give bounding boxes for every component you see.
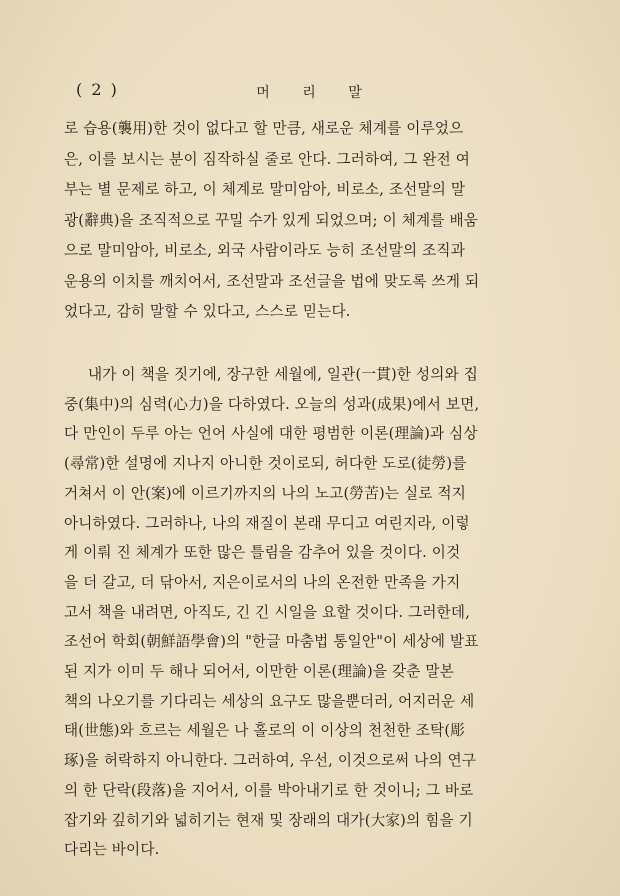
page-header [76,80,556,106]
paragraph-2 [64,360,564,865]
text-line: 부는 별 문제로 하고, 이 체계로 말미암아, 비로소, 조선말의 말 [64,181,466,198]
text-line: 아니하였다. 그러하나, 나의 재질이 본래 무디고 여린지라, 이렇 [64,514,470,532]
text-line: 을 더 갈고, 더 닦아서, 지은이로서의 나의 온전한 만족을 가지 [64,573,461,591]
text-line: 의 한 단락(段落)을 지어서, 이를 박아내기로 한 것이니; 그 바로 [64,781,474,799]
text-line: 게 이뤄 진 체계가 또한 많은 틀림을 감추어 있을 것이다. 이것 [64,544,461,562]
text-line: 으로 말미암아, 비로소, 외국 사람이라도 능히 조선말의 조직과 [64,242,465,259]
text-line: 조선어 학회(朝鮮語學會)의 "한글 마춤법 통일안"이 세상에 발표 [64,633,479,651]
text-line: 내가 이 책을 짓기에, 장구한 세월에, 일관(一貫)한 성의와 집 [88,366,479,383]
text-line: 은, 이를 보시는 분이 짐작하실 줄로 안다. 그러하여, 그 완전 여 [64,150,471,168]
text-line: 잡기와 깊히기와 넓히기는 현재 및 장래의 대가(大家)의 힘을 기 [64,811,473,829]
running-title: 머 리 말 [256,85,376,101]
text-line: 된 지가 이미 두 해나 되어서, 이만한 이론(理論)을 갖춘 말본 [64,663,455,681]
text-line: (尋常)한 설명에 지나지 아니한 것이로되, 허다한 도로(徒勞)를 [64,455,467,473]
text-line: 태(世態)와 흐르는 세월은 나 홀로의 이 이상의 천천한 조탁(彫 [64,722,466,740]
text-line: 다 만인이 두루 아는 언어 사실에 대한 평범한 이론(理論)과 심상 [64,425,478,443]
page-number: ( 2 ) [76,80,119,99]
text-line: 다리는 바이다. [64,841,160,859]
paragraph-1 [64,114,564,328]
text-line: 중(集中)의 심력(心力)을 다하였다. 오늘의 성과(成果)에서 보면, [64,395,480,413]
text-line: 광(辭典)을 조직적으로 꾸밀 수가 있게 되었으며; 이 체계를 배움 [64,211,479,229]
text-line: 운용의 이치를 깨치어서, 조선말과 조선글을 법에 맞도록 쓰게 되 [64,272,480,290]
text-line: 었다고, 감히 말할 수 있다고, 스스로 믿는다. [64,303,351,320]
text-line: 로 습용(襲用)한 것이 없다고 할 만큼, 새로운 체계를 이루었으 [64,120,464,137]
text-line: 고서 책을 내려면, 아직도, 긴 긴 시일을 요할 것이다. 그러한데, [64,603,471,621]
text-line: 책의 나오기를 기다리는 세상의 요구도 많을뿐더러, 어지러운 세 [64,692,475,710]
text-line: 琢)을 허락하지 아니한다. 그러하여, 우선, 이것으로써 나의 연구 [64,752,477,770]
text-line: 거쳐서 이 안(案)에 이르기까지의 나의 노고(勞苦)는 실로 적지 [64,484,467,502]
